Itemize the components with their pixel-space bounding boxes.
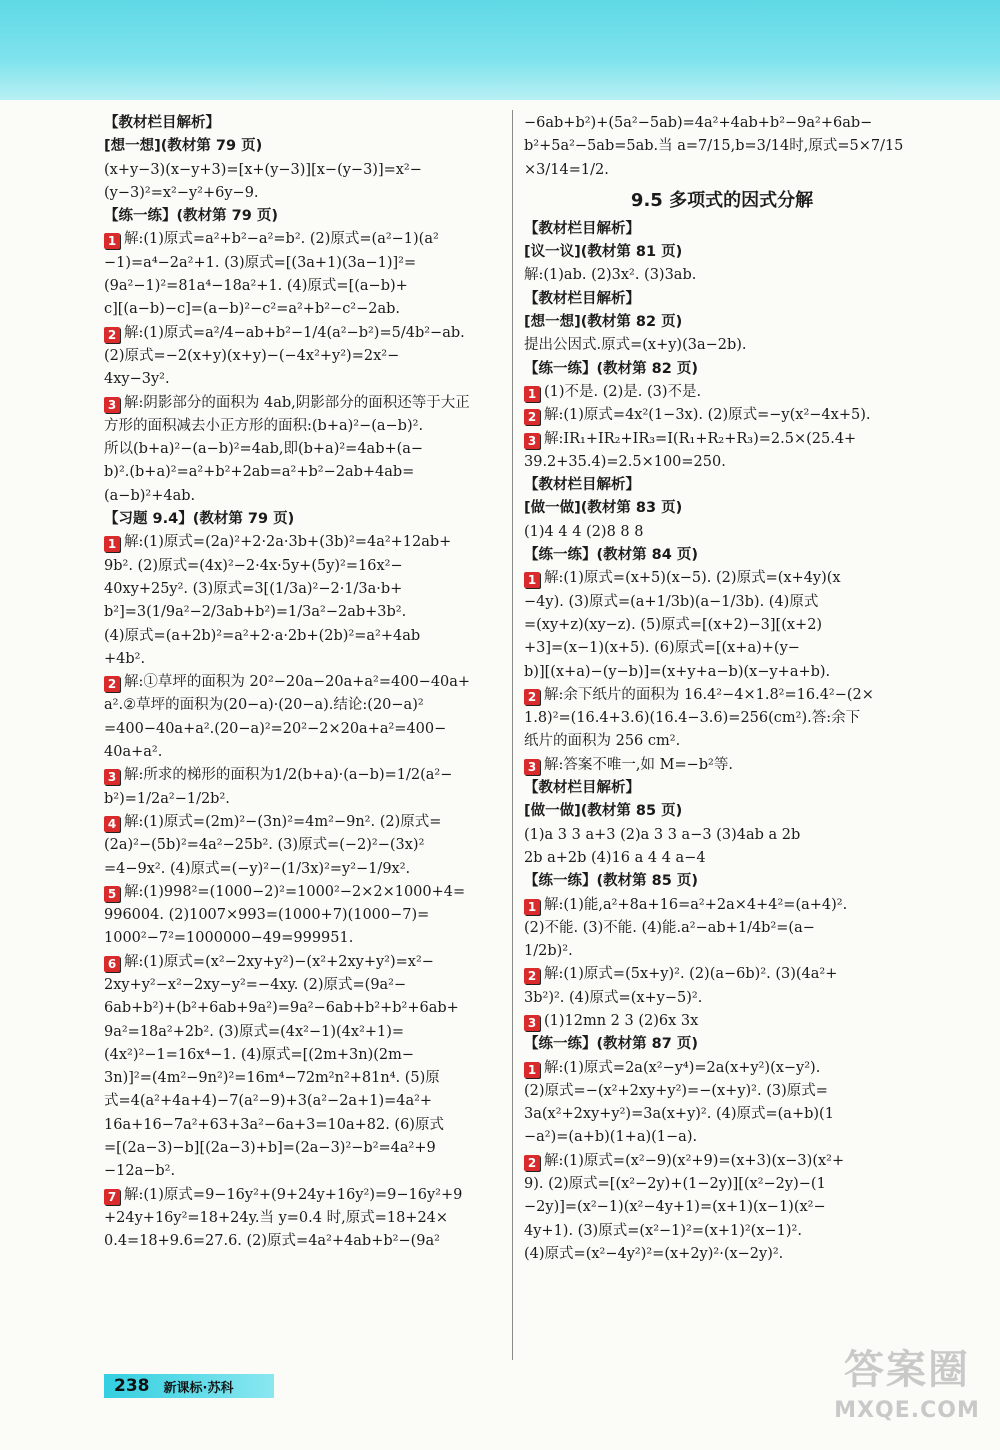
question-number-badge: 3 — [524, 433, 540, 449]
answer-line — [104, 578, 500, 601]
line-text: b)][(x+a)−(y−b)]=(x+y+a−b)(x−y+a+b). — [524, 663, 831, 680]
line-text: (1)a 3 3 a+3 (2)a 3 3 a−3 (3)4ab a 2b — [524, 826, 801, 843]
line-text: 解:(1)原式=9−16y²+(9+24y+16y²)=9−16y²+9 — [124, 1186, 463, 1203]
footer-bar — [104, 1374, 274, 1398]
subsection-heading — [524, 1033, 920, 1056]
line-text: (x+y−3)(x−y+3)=[x+(y−3)][x−(y−3)]=x²− — [104, 161, 422, 178]
section-heading — [524, 288, 920, 311]
question-number-badge: 3 — [104, 769, 120, 785]
answer-line — [524, 135, 920, 158]
line-text: 解:(1)能,a²+8a+16=a²+2a×4+4²=(a+4)². — [544, 896, 848, 913]
line-text: (4)原式=(a+2b)²=a²+2·a·2b+(2b)²=a²+4ab — [104, 627, 421, 644]
answer-line — [524, 1057, 920, 1080]
answer-line — [524, 451, 920, 474]
answer-line — [104, 904, 500, 927]
line-text: 解:IR₁+IR₂+IR₃=I(R₁+R₂+R₃)=2.5×(25.4+ — [544, 430, 857, 447]
line-text: 解:(1)原式=(x+5)(x−5). (2)原式=(x+4y)(x — [544, 570, 841, 587]
line-text: =400−40a+a².(20−a)²=20²−2×20a+a²=400− — [104, 720, 447, 737]
answer-line — [104, 764, 500, 787]
question-number-badge: 7 — [104, 1189, 120, 1205]
answer-line — [104, 694, 500, 717]
line-text: (1)12mn 2 3 (2)6x 3x — [544, 1012, 699, 1029]
answer-line — [104, 275, 500, 298]
line-text: −1)=a⁴−2a²+1. (3)原式=[(3a+1)(3a−1)]²= — [104, 254, 417, 271]
question-number-badge: 3 — [104, 397, 120, 413]
subsection-heading — [524, 241, 920, 264]
question-number-badge: 1 — [104, 536, 120, 552]
line-text: 0.4=18+9.6=27.6. (2)原式=4a²+4ab+b²−(9a² — [104, 1233, 440, 1250]
answer-line — [104, 858, 500, 881]
answer-line — [104, 345, 500, 368]
line-text: 【教材栏目解析】 — [524, 780, 640, 797]
answer-line — [104, 648, 500, 671]
answer-line — [524, 614, 920, 637]
answer-line — [524, 1196, 920, 1219]
question-number-badge: 2 — [524, 968, 540, 984]
answer-line — [104, 531, 500, 554]
answer-line — [104, 834, 500, 857]
answer-line — [524, 404, 920, 427]
line-text: (2)原式=−2(x+y)(x+y)−(−4x²+y²)=2x²− — [104, 347, 400, 364]
line-text: −6ab+b²)+(5a²−5ab)=4a²+4ab+b²−9a²+6ab− — [524, 115, 873, 131]
watermark-url: MXQE.COM — [834, 1398, 980, 1423]
answer-line — [104, 951, 500, 974]
line-text: 9.5 多项式的因式分解 — [630, 189, 814, 211]
line-text: b²)=1/2a²−1/2b². — [104, 790, 230, 807]
answer-line — [524, 1220, 920, 1243]
top-color-band — [0, 0, 1000, 100]
line-text: 3b²)². (4)原式=(x+y−5)². — [524, 989, 703, 1006]
answer-line — [524, 1010, 920, 1033]
answer-line — [104, 461, 500, 484]
answer-line — [524, 264, 920, 287]
line-text: 4xy−3y². — [104, 371, 170, 388]
line-text: 方形的面积减去小正方形的面积:(b+a)²−(a−b)². — [104, 417, 424, 434]
answer-line — [524, 894, 920, 917]
line-text: b)².(b+a)²=a²+b²+2ab=a²+b²−2ab+4ab= — [104, 464, 415, 481]
answer-line — [104, 1230, 500, 1253]
answer-line — [524, 1103, 920, 1126]
line-text: 1.8)²=(16.4+3.6)(16.4−3.6)=256(cm²).答:余下 — [524, 710, 861, 727]
answer-line — [524, 847, 920, 870]
answer-line — [104, 1090, 500, 1113]
line-text: −2y)]=(x²−1)(x²−4y+1)=(x+1)(x−1)(x²− — [524, 1199, 826, 1216]
answer-line — [104, 298, 500, 321]
line-text: [做一做](教材第 85 页) — [524, 803, 683, 820]
line-text: −4y). (3)原式=(a+1/3b)(a−1/3b). (4)原式 — [524, 593, 819, 610]
question-number-badge: 1 — [524, 899, 540, 915]
answer-line — [104, 881, 500, 904]
line-text: 解:(1)原式=(x²−2xy+y²)−(x²+2xy+y²)=x²− — [124, 953, 434, 970]
subsection-heading — [524, 800, 920, 823]
answer-line — [104, 368, 500, 391]
line-text: 39.2+35.4)=2.5×100=250. — [524, 453, 726, 470]
answer-line — [104, 322, 500, 345]
line-text: c][(a−b)−c]=(a−b)²−c²=a²+b²−c²−2ab. — [104, 301, 401, 318]
question-number-badge: 2 — [104, 327, 120, 343]
line-text: 解:(1)原式=(2m)²−(3n)²=4m²−9n². (2)原式= — [124, 813, 442, 830]
line-text: 所以(b+a)²−(a−b)²=4ab,即(b+a)²=4ab+(a− — [104, 441, 424, 458]
line-text: 【习题 9.4】(教材第 79 页) — [104, 511, 295, 528]
answer-line — [524, 1150, 920, 1173]
answer-line — [104, 811, 500, 834]
answer-line — [524, 730, 920, 753]
answer-line — [104, 974, 500, 997]
question-number-badge: 2 — [104, 676, 120, 692]
section-title — [524, 186, 920, 216]
line-text: 解:(1)原式=4x²(1−3x). (2)原式=−y(x²−4x+5). — [544, 407, 871, 424]
line-text: 解:(1)998²=(1000−2)²=1000²−2×2×1000+4= — [124, 883, 466, 900]
question-number-badge: 1 — [524, 1062, 540, 1078]
answer-line — [524, 707, 920, 730]
line-text: 解:答案不唯一,如 M=−b²等. — [544, 756, 733, 773]
line-text: (y−3)²=x²−y²+6y−9. — [104, 184, 259, 201]
watermark — [822, 1342, 992, 1442]
line-text: 40a+a². — [104, 744, 163, 761]
answer-line — [104, 601, 500, 624]
line-text: 3n)]²=(4m²−9n²)²=16m⁴−72m²n²+81n⁴. (5)原 — [104, 1070, 440, 1087]
answer-line — [524, 112, 920, 135]
line-text: (4x²)²−1=16x⁴−1. (4)原式=[(2m+3n)(2m− — [104, 1046, 415, 1063]
watermark-logo: 答案圈 — [844, 1347, 970, 1393]
answer-line — [524, 1243, 920, 1266]
answer-line — [104, 1021, 500, 1044]
answer-line — [104, 1184, 500, 1207]
line-text: 解:(1)原式=(x²−9)(x²+9)=(x+3)(x−3)(x²+ — [544, 1152, 845, 1169]
line-text: 式=4(a²+4a+4)−7(a²−9)+3(a²−2a+1)=4a²+ — [104, 1093, 433, 1110]
answer-line — [104, 182, 500, 205]
line-text: +24y+16y²=18+24y.当 y=0.4 时,原式=18+24× — [104, 1209, 449, 1226]
line-text: (9a²−1)²=81a⁴−18a²+1. (4)原式=[(a−b)+ — [104, 278, 408, 295]
answer-line — [104, 788, 500, 811]
subsection-heading — [524, 870, 920, 893]
line-text: +3]=(x−1)(x+5). (6)原式=[(x+a)+(y− — [524, 640, 800, 657]
answer-line — [104, 718, 500, 741]
line-text: 4y+1). (3)原式=(x²−1)²=(x+1)²(x−1)². — [524, 1222, 802, 1239]
line-text: 9a²=18a²+2b². (3)原式=(4x²−1)(4x²+1)= — [104, 1023, 405, 1040]
question-number-badge: 1 — [524, 386, 540, 402]
line-text: −12a−b². — [104, 1163, 176, 1180]
answer-line — [524, 567, 920, 590]
answer-line — [104, 1137, 500, 1160]
question-number-badge: 2 — [524, 409, 540, 425]
line-text: 16a+16−7a²+63+3a²−6a+3=10a+82. (6)原式 — [104, 1116, 444, 1133]
answer-line — [104, 997, 500, 1020]
answer-line — [524, 1080, 920, 1103]
answer-line — [524, 824, 920, 847]
line-text: (2)原式=−(x²+2xy+y²)=−(x+y)². (3)原式= — [524, 1082, 828, 1099]
left-column — [104, 112, 500, 1362]
line-text: 6ab+b²)+(b²+6ab+9a²)=9a²−6ab+b²+b²+6ab+ — [104, 1000, 459, 1017]
answer-line — [104, 252, 500, 275]
answer-line — [524, 428, 920, 451]
line-text: 9b². (2)原式=(4x)²−2·4x·5y+(5y)²=16x²− — [104, 557, 403, 574]
answer-line — [104, 438, 500, 461]
answer-line — [104, 1207, 500, 1230]
line-text: 解:阴影部分的面积为 4ab,阴影部分的面积还等于大正 — [124, 394, 470, 411]
section-heading — [524, 777, 920, 800]
line-text: =(xy+z)(xy−z). (5)原式=[(x+2)−3][(x+2) — [524, 616, 823, 633]
answer-line — [524, 334, 920, 357]
answer-line — [524, 159, 920, 182]
line-text: (2)不能. (3)不能. (4)能.a²−ab+1/4b²=(a− — [524, 919, 815, 936]
line-text: −a²)=(a+b)(1+a)(1−a). — [524, 1129, 698, 1146]
page-number: 238 — [114, 1376, 150, 1396]
line-text: 【练一练】(教材第 84 页) — [524, 547, 699, 564]
line-text: 解:①草坪的面积为 20²−20a−20a+a²=400−40a+ — [124, 674, 471, 691]
question-number-badge: 3 — [524, 759, 540, 775]
line-text: b²]=3(1/9a²−2/3ab+b²)=1/3a²−2ab+3b². — [104, 604, 407, 621]
line-text: =4−9x². (4)原式=(−y)²−(1/3x)²=y²−1/9x². — [104, 860, 411, 877]
line-text: 40xy+25y². (3)原式=3[(1/3a)²−2·1/3a·b+ — [104, 580, 403, 597]
column-divider — [512, 110, 513, 1360]
line-text: 解:(1)ab. (2)3x². (3)3ab. — [524, 267, 697, 284]
line-text: 解:(1)原式=2a(x²−y⁴)=2a(x+y²)(x−y²). — [544, 1059, 821, 1076]
question-number-badge: 2 — [524, 1155, 540, 1171]
answer-line — [524, 917, 920, 940]
answer-line — [104, 741, 500, 764]
line-text: 解:(1)原式=(5x+y)². (2)(a−6b)². (3)(4a²+ — [544, 966, 838, 983]
line-text: 【练一练】(教材第 85 页) — [524, 873, 699, 890]
line-text: b²+5a²−5ab=5ab.当 a=7/15,b=3/14时,原式=5×7/15 — [524, 138, 904, 155]
section-heading — [524, 218, 920, 241]
answer-line — [104, 1160, 500, 1183]
line-text: 【教材栏目解析】 — [524, 290, 640, 307]
subsection-heading — [104, 135, 500, 158]
line-text: (a−b)²+4ab. — [104, 487, 196, 504]
section-heading — [524, 474, 920, 497]
answer-line — [524, 637, 920, 660]
answer-line — [104, 625, 500, 648]
subsection-heading — [524, 497, 920, 520]
question-number-badge: 6 — [104, 956, 120, 972]
edition-label: 新课标·苏科 — [163, 1380, 234, 1396]
line-text: 解:(1)原式=a²/4−ab+b²−1/4(a²−b²)=5/4b²−ab. — [124, 324, 465, 341]
line-text: a².②草坪的面积为(20−a)·(20−a).结论:(20−a)² — [104, 697, 424, 714]
line-text: [做一做](教材第 83 页) — [524, 500, 683, 517]
answer-line — [524, 1126, 920, 1149]
answer-line — [104, 1114, 500, 1137]
line-text: [议一议](教材第 81 页) — [524, 244, 683, 261]
right-column — [524, 112, 920, 1362]
question-number-badge: 1 — [524, 572, 540, 588]
line-text: 解:余下纸片的面积为 16.4²−4×1.8²=16.4²−(2× — [544, 686, 874, 703]
answer-line — [524, 754, 920, 777]
answer-line — [104, 159, 500, 182]
answer-line — [524, 661, 920, 684]
line-text: ×3/14=1/2. — [524, 161, 609, 178]
line-text: 【教材栏目解析】 — [104, 115, 220, 131]
line-text: 9). (2)原式=[(x²−2y)+(1−2y)][(x²−2y)−(1 — [524, 1176, 826, 1193]
answer-line — [524, 381, 920, 404]
question-number-badge: 4 — [104, 816, 120, 832]
answer-line — [104, 228, 500, 251]
line-text: [想一想](教材第 79 页) — [104, 138, 263, 155]
line-text: [想一想](教材第 82 页) — [524, 314, 683, 331]
answer-line — [104, 1067, 500, 1090]
question-number-badge: 1 — [104, 233, 120, 249]
line-text: 2b a+2b (4)16 a 4 4 a−4 — [524, 849, 706, 866]
line-text: 996004. (2)1007×993=(1000+7)(1000−7)= — [104, 907, 430, 924]
line-text: 1/2b)². — [524, 943, 573, 960]
line-text: 1000²−7²=1000000−49=999951. — [104, 930, 354, 947]
line-text: 解:(1)原式=(2a)²+2·2a·3b+(3b)²=4a²+12ab+ — [124, 534, 452, 551]
line-text: 解:所求的梯形的面积为1/2(b+a)·(a−b)=1/2(a²− — [124, 767, 453, 784]
line-text: 【练一练】(教材第 87 页) — [524, 1036, 699, 1053]
section-heading — [104, 112, 500, 135]
answer-line — [104, 392, 500, 415]
subsection-heading — [524, 544, 920, 567]
question-number-badge: 3 — [524, 1015, 540, 1031]
answer-line — [104, 485, 500, 508]
answer-line — [524, 940, 920, 963]
answer-line — [524, 684, 920, 707]
line-text: 【教材栏目解析】 — [524, 477, 640, 494]
line-text: (2a)²−(5b)²=4a²−25b². (3)原式=(−2)²−(3x)² — [104, 837, 425, 854]
subsection-heading — [104, 508, 500, 531]
subsection-heading — [524, 311, 920, 334]
line-text: 提出公因式.原式=(x+y)(3a−2b). — [524, 337, 747, 354]
answer-line — [524, 521, 920, 544]
answer-line — [524, 1173, 920, 1196]
answer-line — [104, 415, 500, 438]
answer-line — [524, 987, 920, 1010]
question-number-badge: 2 — [524, 689, 540, 705]
question-number-badge: 5 — [104, 886, 120, 902]
line-text: (1)4 4 4 (2)8 8 8 — [524, 523, 644, 540]
subsection-heading — [104, 205, 500, 228]
line-text: =[(2a−3)−b][(2a−3)+b]=(2a−3)²−b²=4a²+9 — [104, 1140, 436, 1157]
line-text: 【练一练】(教材第 82 页) — [524, 360, 699, 377]
answer-line — [104, 555, 500, 578]
line-text: (1)不是. (2)是. (3)不是. — [544, 383, 702, 400]
answer-line — [524, 963, 920, 986]
answer-line — [104, 1044, 500, 1067]
line-text: 3a(x²+2xy+y²)=3a(x+y)². (4)原式=(a+b)(1 — [524, 1106, 834, 1123]
line-text: 【教材栏目解析】 — [524, 220, 640, 237]
line-text: 解:(1)原式=a²+b²−a²=b². (2)原式=(a²−1)(a² — [124, 231, 439, 248]
line-text: 纸片的面积为 256 cm². — [524, 733, 681, 750]
line-text: (4)原式=(x²−4y²)²=(x+2y)²·(x−2y)². — [524, 1245, 784, 1262]
answer-line — [524, 591, 920, 614]
answer-line — [104, 671, 500, 694]
answer-line — [104, 927, 500, 950]
line-text: 【练一练】(教材第 79 页) — [104, 208, 279, 225]
line-text: 2xy+y²−x²−2xy−y²=−4xy. (2)原式=(9a²− — [104, 976, 407, 993]
line-text: +4b². — [104, 650, 146, 667]
subsection-heading — [524, 358, 920, 381]
